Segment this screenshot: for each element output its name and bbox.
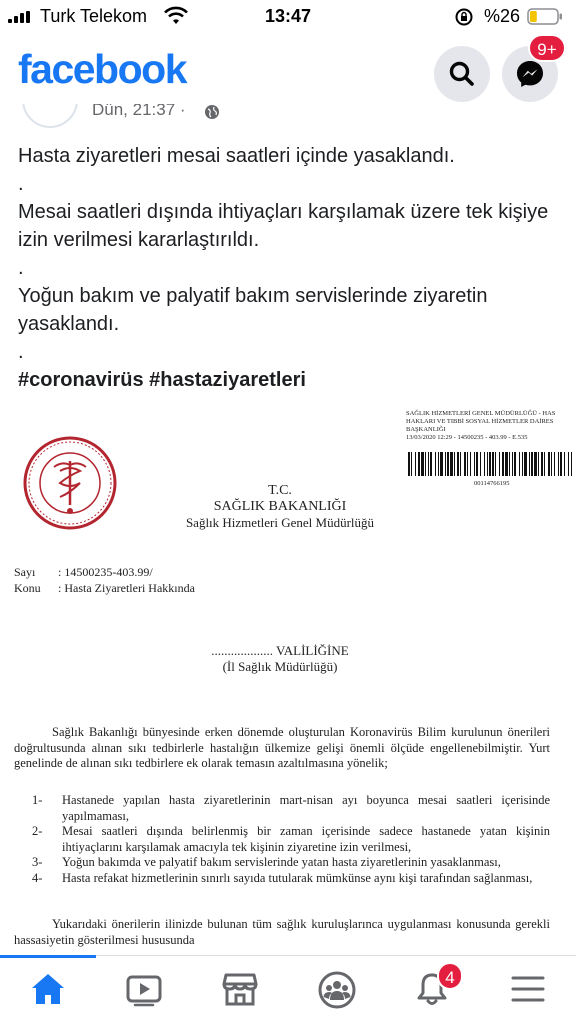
search-button[interactable] [434,46,490,102]
menu-icon [509,970,547,1008]
post-line: . [18,257,24,279]
carrier-name: Turk Telekom [40,6,148,26]
doc-item-number: 1- [32,793,43,807]
doc-item [14,824,550,855]
rotation-lock-icon [454,7,474,27]
battery-percent: %26 [484,6,521,26]
post-meta [0,104,576,130]
post-line: . [18,173,24,195]
post-document-image[interactable] [0,405,576,955]
tab-menu[interactable] [480,956,576,1024]
tab-groups[interactable] [288,956,384,1024]
barcode-image [406,452,576,476]
doc-item-number: 3- [32,855,43,869]
post-line: Yoğun bakım ve palyatif bakım servislerinde ziyaretin yasaklandı. [18,285,488,335]
doc-closing-paragraph [14,917,550,948]
bottom-nav [0,955,576,1024]
notifications-badge: 4 [437,962,463,990]
avatar[interactable] [22,104,78,128]
globe-icon [204,104,220,120]
doc-addressee-sub: (İl Sağlık Müdürlüğü) [222,659,338,674]
barcode-line: HAKLARI VE TIBBİ SOSYAL HİZMETLER DAİRES [406,418,554,425]
messenger-icon [514,58,546,90]
doc-item-text: Yoğun bakımda ve palyatif bakım servislerinde yatan hasta ziyaretlerinin yasaklanması, [62,855,501,869]
post-line: . [18,341,24,363]
messenger-badge: 9+ [528,34,566,62]
post-line: Hasta ziyaretleri mesai saatleri içinde yasaklandı. [18,145,455,167]
doc-body-paragraph [14,725,550,772]
home-icon [29,970,67,1008]
doc-heading-directorate: Sağlık Hizmetleri Genel Müdürlüğü [185,515,375,530]
doc-item [14,793,550,824]
doc-body-text: Sağlık Bakanlığı bünyesinde erken dönemde oluşturulan Koronavirüs Bilim kurulunun önerileri doğrultusunda alınan sıkı tedbirlerle hastalığın ülkemize gelişi önemli ölçüde engellenebilmiştir. Yurt genelinde de alınan sıkı tedbirlere ek olarak temasın azaltılmasına yönelik; [14,725,550,770]
doc-heading-ministry: SAĞLIK BAKANLIĞI [213,499,347,514]
battery-icon [527,8,563,25]
doc-item-list [14,793,550,886]
search-icon [446,58,478,90]
watch-icon [125,970,163,1008]
clock: 13:47 [264,6,312,26]
doc-item-number: 4- [32,870,43,885]
doc-konu-label: Konu [14,581,41,595]
groups-icon [317,970,357,1010]
post-text [18,142,563,394]
doc-item-text: Mesai saatleri dışında belirlenmiş bir zaman içerisinde sadece hastanede yatan kişinin ihtiyaçlarını karşılamak amacıyla tek kişinin ziyaretine izin verilmesi, [62,824,550,854]
doc-item-text: Hasta refakat hizmetlerinin sınırlı sayıda tutularak mümkünse aynı kişi tarafından sağlanması, [62,870,533,885]
barcode-number: 00114766195 [474,480,510,487]
doc-konu-row [14,581,195,596]
facebook-logo[interactable]: facebook [18,46,186,92]
tab-marketplace[interactable] [192,956,288,1024]
post-timestamp[interactable]: Dün, 21:37 · [92,104,186,119]
ministry-seal-logo [22,435,118,531]
app-header [0,34,576,106]
tab-watch[interactable] [96,956,192,1024]
post-hashtags[interactable]: #coronavirüs #hastaziyaretleri [18,369,306,391]
barcode-label [406,410,576,500]
post-line: Mesai saatleri dışında ihtiyaçları karşılamak üzere tek kişiye izin verilmesi kararlaştırıldı. [18,201,549,251]
doc-addressee: ................... VALİLİĞİNE [211,643,349,658]
doc-sayi-label: Sayı [14,565,36,579]
doc-heading-tc: T.C. [268,483,292,498]
doc-konu-value: : Hasta Ziyaretleri Hakkında [58,581,195,595]
barcode-line: SAĞLIK HİZMETLERİ GENEL MÜDÜRLÜĞÜ - HAS [406,410,556,417]
doc-sayi-value: : 14500235-403.99/ [58,565,153,579]
doc-sayi-row [14,565,153,580]
doc-closing-text: Yukarıdaki önerilerin ilinizde bulunan tüm sağlık kuruluşlarınca uygulanması konusunda gerekli hassasiyetin gösterilmesi hususunda [14,917,550,947]
doc-item [14,871,550,887]
tab-home[interactable] [0,956,96,1024]
doc-item [14,855,550,871]
doc-item-number: 2- [32,824,43,838]
doc-item-text: Hastanede yapılan hasta ziyaretlerinin mart-nisan ayı boyunca mesai saatleri içerisinde yapılmaması, [62,793,550,823]
status-bar [0,0,576,34]
barcode-line: 13/03/2020 12:29 - 14500235 - 403.99 - E.535 [406,434,528,441]
marketplace-icon [221,970,259,1008]
tab-notifications[interactable] [384,956,480,1024]
barcode-line: BAŞKANLIĞI [406,426,446,433]
